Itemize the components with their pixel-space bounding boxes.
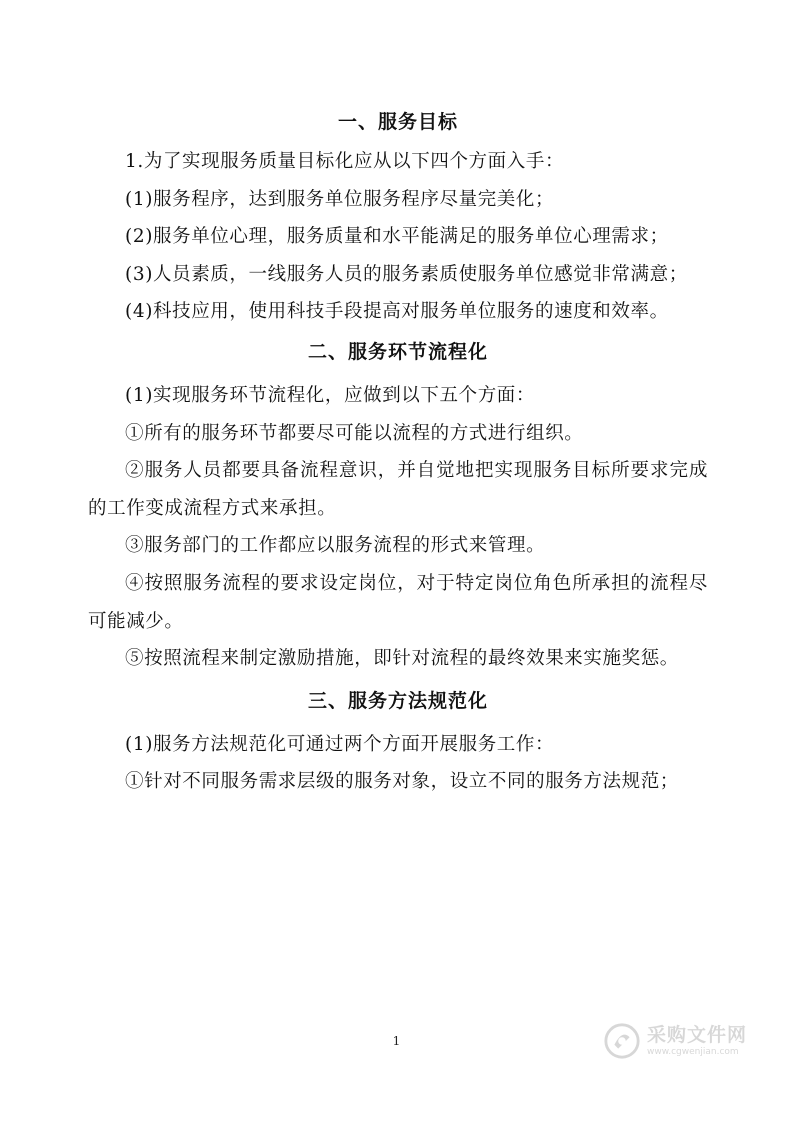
paragraph: 1.为了实现服务质量目标化应从以下四个方面入手： — [125, 151, 565, 172]
watermark-logo-icon — [603, 1022, 641, 1060]
page-number: 1 — [392, 1034, 401, 1048]
document-body — [88, 103, 708, 801]
paragraph: ①所有的服务环节都要尽可能以流程的方式进行组织。 — [125, 422, 584, 444]
paragraph: (3)人员素质，一线服务人员的服务素质使服务单位感觉非常满意； — [125, 263, 688, 285]
watermark-title: 采购文件网 — [646, 1023, 747, 1046]
section-2-heading: 二、服务环节流程化 — [307, 340, 488, 363]
section-1-heading: 一、服务目标 — [337, 111, 458, 133]
paragraph: ③服务部门的工作都应以服务流程的形式来管理。 — [125, 535, 546, 557]
watermark-url: www.cgwenjian.com — [646, 1046, 739, 1057]
paragraph: ②服务人员都要具备流程意识，并自觉地把实现服务目标所要求完成的工作变成流程方式来承担。 — [88, 460, 708, 519]
paragraph: (1)实现服务环节流程化，应做到以下五个方面： — [125, 384, 536, 406]
section-3-heading: 三、服务方法规范化 — [307, 689, 488, 712]
paragraph: (4)科技应用，使用科技手段提高对服务单位服务的速度和效率。 — [125, 301, 669, 323]
paragraph: ④按照服务流程的要求设定岗位，对于特定岗位角色所承担的流程尽可能减少。 — [88, 572, 708, 632]
paragraph: ⑤按照流程来制定激励措施，即针对流程的最终效果来实施奖惩。 — [125, 648, 679, 670]
paragraph: (2)服务单位心理，服务质量和水平能满足的服务单位心理需求； — [125, 226, 669, 248]
paragraph: (1)服务方法规范化可通过两个方面开展服务工作： — [125, 733, 555, 755]
watermark — [603, 1022, 747, 1060]
paragraph: ①针对不同服务需求层级的服务对象，设立不同的服务方法规范； — [125, 771, 679, 793]
paragraph: (1)服务程序，达到服务单位服务程序尽量完美化； — [125, 188, 555, 210]
